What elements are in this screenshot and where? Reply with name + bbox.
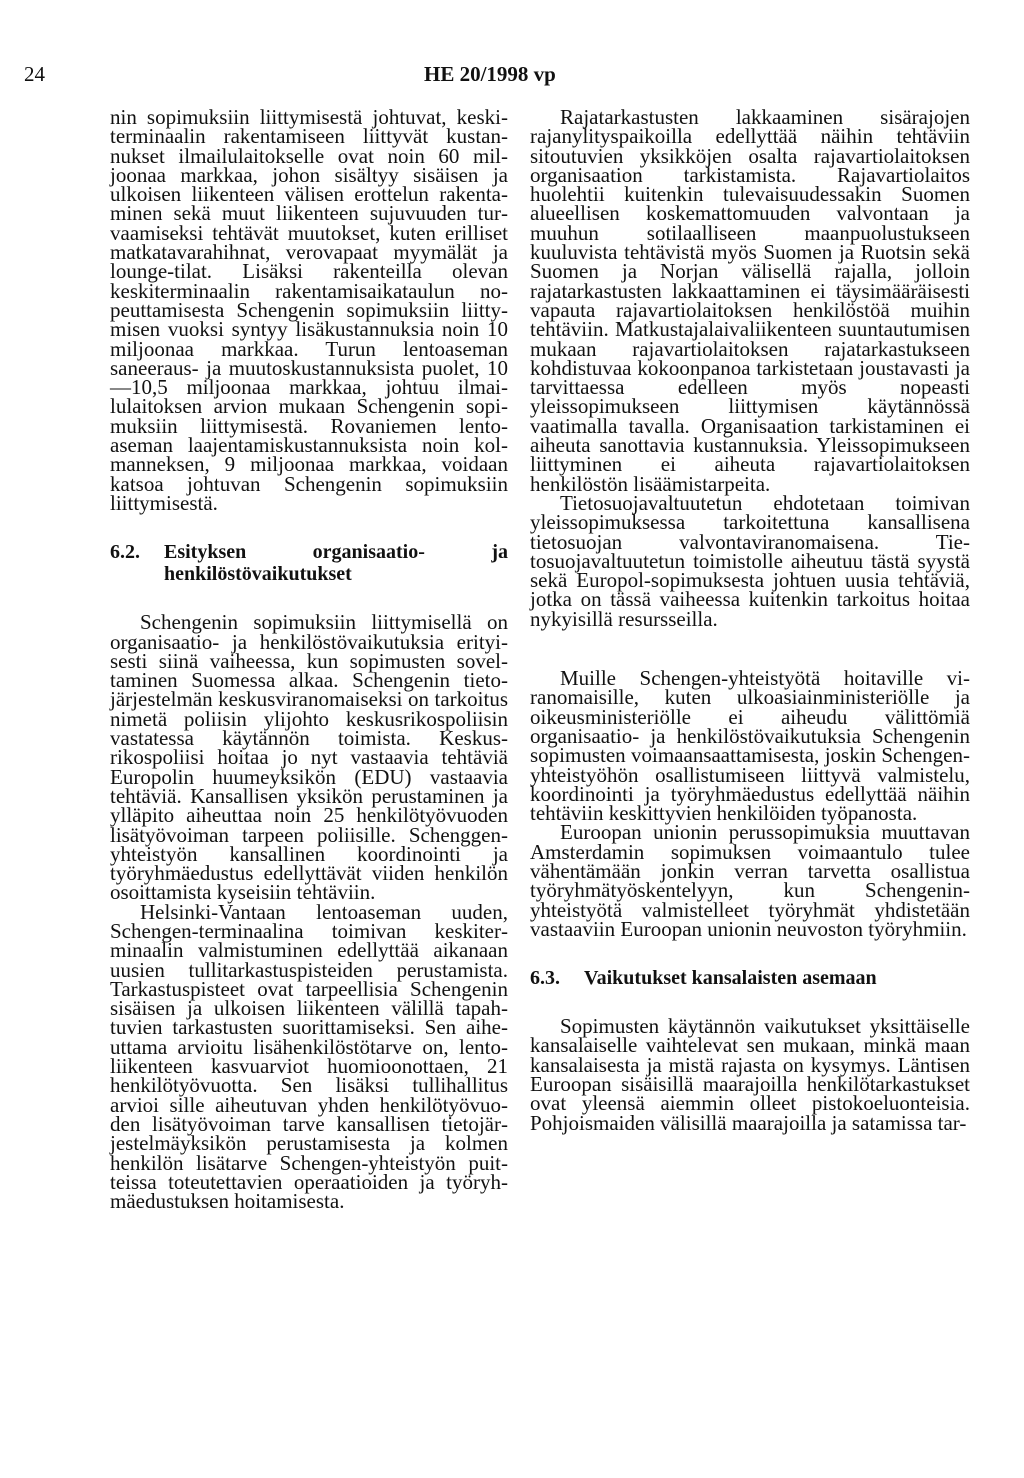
paragraph: Schengenin sopimuksiin liittymisellä on organisaatio- ja henkilöstövaikutuksia erityisesti siinä vaiheessa, kun sopimusten soveltaminen Suomessa alkaa. Schengenin tietojärjestelmän keskusviranomaiseksi on tarkoitus nimetä poliisin ylijohto keskusrikospoliisin vastatessa käytännön toimista. Keskusrikospoliisi hoitaa jo nyt vastaavia tehtäviä Europolin huumeyksikön (EDU) vastaavia tehtäviä. Kansallisen yksikön perustaminen ja ylläpito aiheuttaa noin 25 henkilötyövuoden lisätyövoiman tarpeen poliisille. Schenggen-yhteistyön kansallinen koordinointi ja työryhmäedustus edellyttävät viiden henkilön osoittamista kyseisiin tehtäviin. bbox=[110, 610, 508, 905]
section-title: Esityksen organisaatio- ja henkilöstövaikutukset bbox=[164, 541, 508, 586]
paragraph: Helsinki-Vantaan lentoaseman uuden, Schengen-terminaalina toimivan keskiterminaalin valmistuminen edellyttää aikanaan uusien tullitarkastuspisteiden perustamista. Tarkastuspisteet ovat tarpeellisia Schengenin sisäisen ja ulkoisen liikenteen välillä tapahtuvien tarkastusten suorittamiseksi. Sen aiheuttama arvioitu lisähenkilöstötarve on, lentoliikenteen kasvuarviot huomioonottaen, 21 henkilötyövuotta. Sen lisäksi tullihallitus arvioi sille aiheutuvan yhden henkilötyövuoden lisätyövoiman tarve kansallisen tietojärjestelmäyksikön perustamisesta ja kolmen henkilön lisätarve Schengen-yhteistyön puitteissa toteutettavien operaatioiden ja työryhmäedustuksen hoitamisesta. bbox=[110, 899, 508, 1214]
section-number: 6.2. bbox=[110, 541, 140, 564]
section-heading-6-3 bbox=[530, 967, 970, 989]
right-column bbox=[530, 105, 970, 1135]
page-number: 24 bbox=[24, 62, 45, 86]
section-heading-6-2 bbox=[110, 541, 508, 585]
paragraph: Rajatarkastusten lakkaaminen sisärajojen rajanylityspaikoilla edellyttää näihin tehtäviin sitoutuvien yksikköjen osalta rajavartiolaitoksen organisaation tarkistamista. Rajavartiolaitos huolehtii kuitenkin tulevaisuudessakin Suomen alueellisen koskemattomuuden valvontaan ja muuhun sotilaalliseen maanpuolustukseen kuuluvista tehtävistä myös Suomen ja Ruotsin sekä Suomen ja Norjan välisellä rajalla, jolloin rajatarkastusten lakkaattaminen ei täysimääräisesti vapauta rajavartiolaitoksen henkilöstöä muihin tehtäviin. Matkustajalaivaliikenteen suuntautumisen mukaan rajavartiolaitoksen rajatarkastukseen kohdistuvaa kokoonpanoa tarkistetaan joustavasti ja tarvittaessa edelleen myös nopeasti yleissopimukseen liittymisen käytännössä vaatimalla tavalla. Organisaation tarkistaminen ei aiheuta sanottavia kustannuksia. Yleissopimukseen liittyminen ei aiheuta rajavartiolaitoksen henkilöstön lisäämistarpeita. bbox=[530, 105, 970, 496]
section-title: Vaikutukset kansalaisten asemaan bbox=[584, 967, 877, 990]
section-number: 6.3. bbox=[530, 967, 560, 990]
paragraph: Muille Schengen-yhteistyötä hoitaville viranomaisille, kuten ulkoasiainministeriölle ja oikeusministeriölle ei aiheudu välittömiä organisaatio- ja henkilöstövaikutuksia Schengenin sopimusten voimaansaattamisesta, joskin Schengen-yhteistyöhön osallistumiseen liittyvä valmistelu, koordinointi ja työryhmäedustus edellyttää näihin tehtäviin keskittyvien henkilöiden työpanosta. bbox=[530, 666, 970, 826]
paragraph: Tietosuojavaltuutetun ehdotetaan toimivan yleissopimuksessa tarkoitettuna kansallisena tietosuojan valvontaviranomaisena. Tietosuojavaltuutetun toimistolle aiheutuu tästä syystä sekä Europol-sopimuksesta johtuen uusia tehtäviä, jotka on tässä vaiheessa kuitenkin tarkoitus hoitaa nykyisillä resursseilla. bbox=[530, 490, 970, 631]
paragraph: nin sopimuksiin liittymisestä johtuvat, keskiterminaalin rakentamiseen liittyvät kustannukset ilmailulaitokselle ovat noin 60 miljoonaa markkaa, johon sisältyy sisäisen ja ulkoisen liikenteen välisen erottelun rakentaminen sekä muut liikenteen sujuvuuden turvaamiseksi tehtävät muutokset, kuten erilliset matkatavarahihnat, verovapaat myymälät ja lounge-tilat. Lisäksi rakenteilla olevan keskiterminaalin rakentamisaikataulun nopeuttamisesta Schengenin sopimuksiin liittymisen vuoksi syntyy lisäkustannuksia noin 10 miljoonaa markkaa. Turun lentoaseman saneeraus- ja muutoskustannuksista puolet, 10—10,5 miljoonaa markkaa, johtuu ilmailulaitoksen arvion mukaan Schengenin sopimuksiin liittymisestä. Rovaniemen lentoaseman laajentamiskustannuksista noin kolmanneksen, 9 miljoonaa markkaa, voidaan katsoa johtuvan Schengenin sopimuksiin liittymisestä. bbox=[110, 105, 508, 515]
paragraph: Sopimusten käytännön vaikutukset yksittäiselle kansalaiselle vaihtelevat sen mukaan, minkä maan kansalaisesta ja mistä rajasta on kysymys. Läntisen Euroopan sisäisillä maarajoilla henkilötarkastukset ovat yleensä aiemmin olleet pistokoeluonteisia. Pohjoismaiden välisillä maarajoilla ja satamissa tar- bbox=[530, 1014, 970, 1135]
left-column bbox=[110, 105, 508, 1214]
paragraph: Euroopan unionin perussopimuksia muuttavan Amsterdamin sopimuksen voimaantulo tulee vähentämään jonkin verran tarvetta osallistua työryhmätyöskentelyyn, kun Schengenin-yhteistyötä valmistelleet työryhmät yhdistetään vastaaviin Euroopan unionin neuvoston työryhmiin. bbox=[530, 820, 970, 941]
running-head: HE 20/1998 vp bbox=[424, 62, 556, 86]
